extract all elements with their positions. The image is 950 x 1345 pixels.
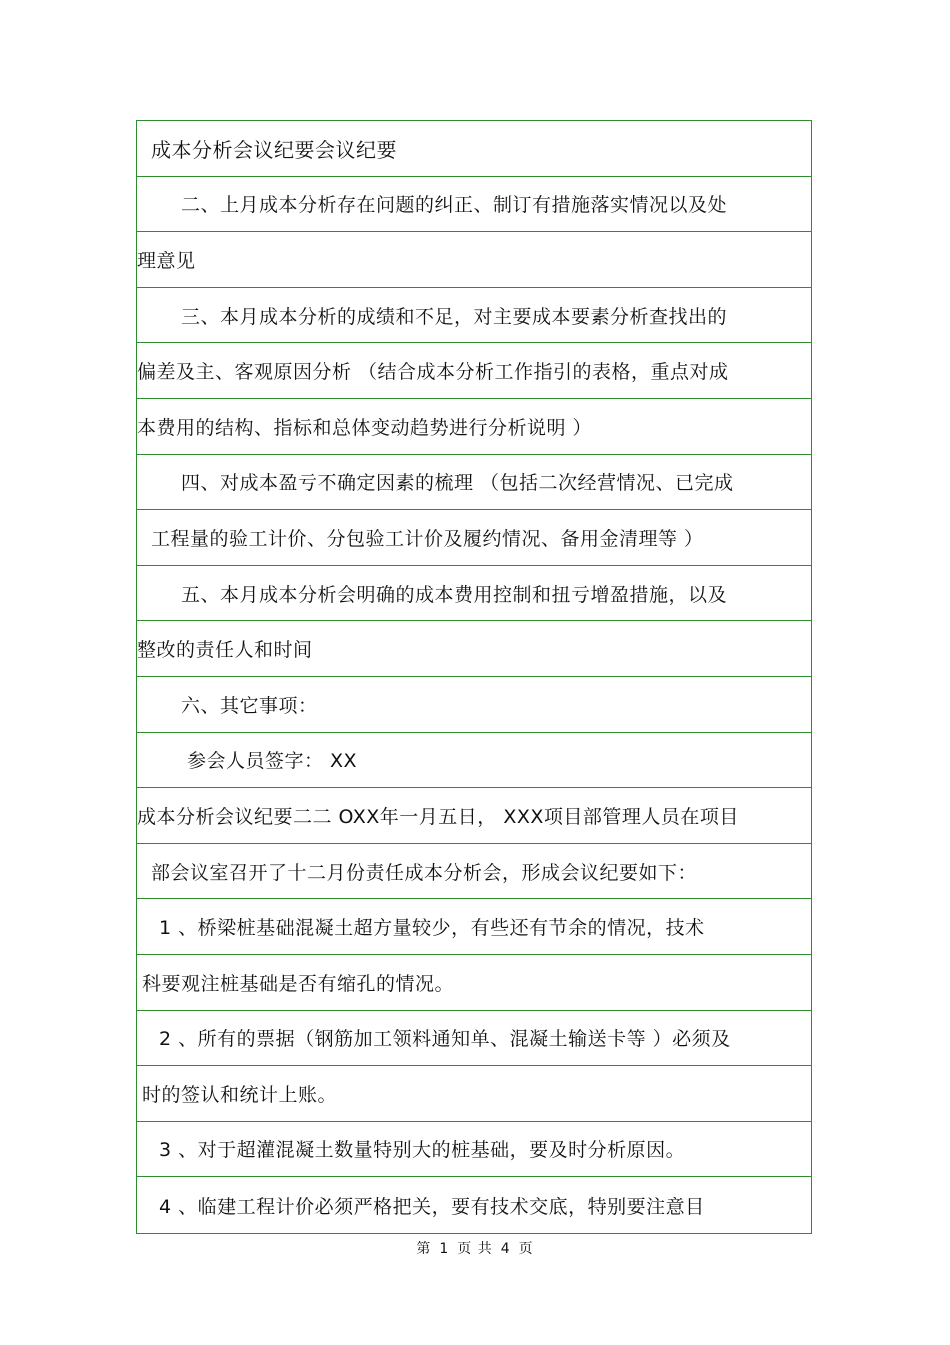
page-footer — [0, 1238, 950, 1258]
item-4-line-1: 4 、临建工程计价必须严格把关，要有技术交底，特别要注意目 — [159, 1195, 705, 1218]
section-four-line-2: 工程量的验工计价、分包验工计价及履约情况、备用金清理等 ） — [137, 510, 811, 566]
section-two-line-2: 理意见 — [137, 232, 811, 288]
item-1-line-1: 1 、桥梁桩基础混凝土超方量较少，有些还有节余的情况，技术 — [137, 899, 811, 955]
footer-prefix: 第 — [416, 1241, 432, 1257]
item-2-line-2: 时的签认和统计上账。 — [137, 1066, 811, 1122]
footer-page-number: 1 — [439, 1241, 450, 1257]
item-1-line-2: 科要观注桩基础是否有缩孔的情况。 — [137, 955, 811, 1011]
minutes-two-intro-line-2: 部会议室召开了十二月份责任成本分析会，形成会议纪要如下： — [137, 844, 811, 900]
section-three-line-3: 本费用的结构、指标和总体变动趋势进行分析说明 ） — [137, 399, 811, 455]
document-title: 成本分析会议纪要会议纪要 — [137, 121, 811, 177]
item-2-line-1: 2 、所有的票据（钢筋加工领料通知单、混凝土输送卡等 ）必须及 — [137, 1011, 811, 1067]
section-three-line-1: 三、本月成本分析的成绩和不足，对主要成本要素分析查找出的 — [137, 288, 811, 344]
section-five-line-1: 五、本月成本分析会明确的成本费用控制和扭亏增盈措施，以及 — [137, 566, 811, 622]
section-six: 六、其它事项： — [137, 677, 811, 733]
attendee-signature: 参会人员签字： XX — [137, 733, 811, 789]
section-three-line-2: 偏差及主、客观原因分析 （结合成本分析工作指引的表格，重点对成 — [137, 343, 811, 399]
meeting-minutes-table — [136, 120, 812, 1234]
footer-total-pages: 4 — [500, 1241, 511, 1257]
section-four-line-1: 四、对成本盈亏不确定因素的梳理 （包括二次经营情况、已完成 — [137, 455, 811, 511]
section-two-line-1: 二、上月成本分析存在问题的纠正、制订有措施落实情况以及处 — [137, 177, 811, 233]
minutes-two-intro-line-1: 成本分析会议纪要二二 OXX年一月五日， XXX项目部管理人员在项目 — [137, 788, 811, 844]
footer-suffix: 页 — [518, 1241, 534, 1257]
section-five-line-2: 整改的责任人和时间 — [137, 621, 811, 677]
item-3: 3 、对于超灌混凝土数量特别大的桩基础，要及时分析原因。 — [137, 1122, 811, 1178]
footer-middle: 页 共 — [457, 1241, 493, 1257]
